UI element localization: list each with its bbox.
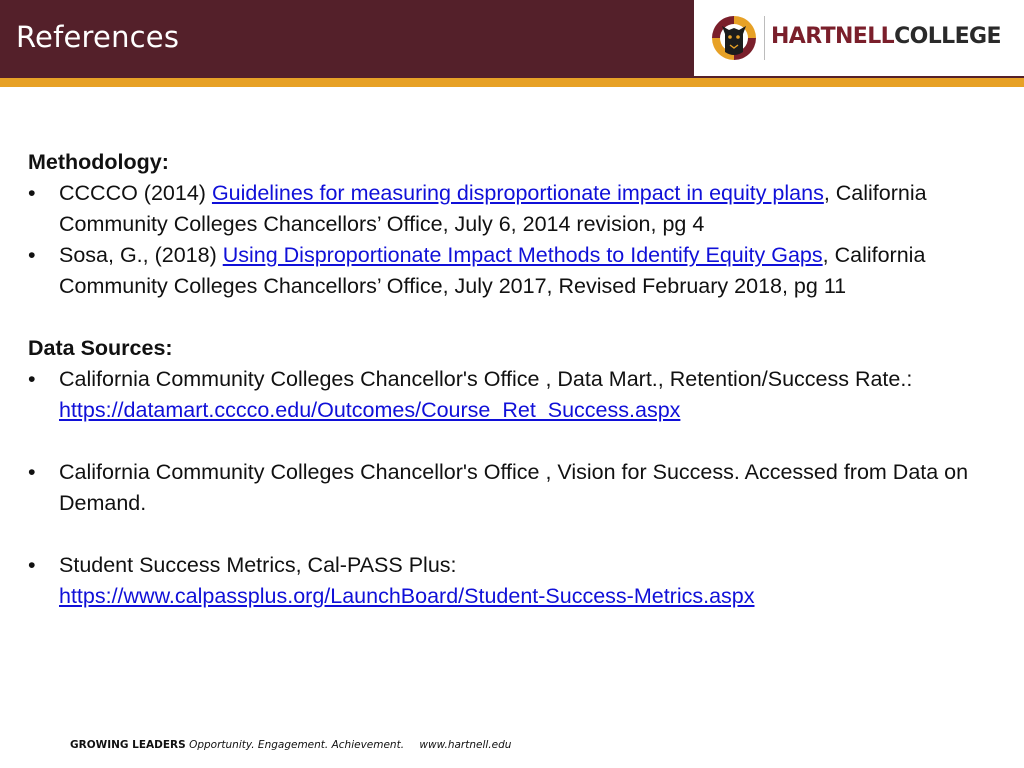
methodology-heading: Methodology:: [28, 150, 169, 174]
reference-link[interactable]: Using Disproportionate Impact Methods to Identify Equity Gaps: [222, 243, 823, 267]
footer-url[interactable]: www.hartnell.edu: [419, 739, 512, 751]
source-text: Student Success Metrics, Cal-PASS Plus:: [59, 553, 457, 577]
reference-suffix: , California Community Colleges Chancellors’ Office, July 2017, Revised February 2018, pg 11: [59, 243, 926, 298]
source-url-link[interactable]: https://datamart.cccco.edu/Outcomes/Course_Ret_Success.aspx: [59, 398, 681, 422]
footer-strong: GROWING LEADERS: [70, 739, 186, 751]
bullet-icon: •: [28, 181, 36, 205]
source-text: California Community Colleges Chancellor's Office , Data Mart., Retention/Success Rate.:: [59, 367, 913, 391]
list-item: [28, 240, 1003, 302]
footer: [70, 739, 511, 751]
logo-wordmark: [771, 24, 1001, 49]
page-title: References: [16, 20, 180, 54]
bullet-icon: •: [28, 367, 36, 391]
list-item: [28, 364, 1003, 426]
spacer: [28, 519, 1003, 550]
data-sources-heading: Data Sources:: [28, 336, 173, 360]
logo-divider: [764, 16, 765, 60]
bullet-icon: •: [28, 460, 36, 484]
source-url-link[interactable]: https://www.calpassplus.org/LaunchBoard/Student-Success-Metrics.aspx: [59, 584, 755, 608]
list-item: [28, 550, 1003, 612]
panther-emblem-icon: [708, 12, 760, 64]
logo-text-hartnell: HARTNELL: [771, 24, 895, 49]
bullet-icon: •: [28, 243, 36, 267]
spacer: [28, 302, 1003, 333]
college-logo: [694, 0, 1024, 76]
logo-text-college: COLLEGE: [894, 24, 1001, 49]
list-item: [28, 457, 1003, 519]
reference-suffix: , California Community Colleges Chancellors’ Office, July 6, 2014 revision, pg 4: [59, 181, 927, 236]
spacer: [28, 426, 1003, 457]
references-content: [28, 147, 1003, 612]
source-text: California Community Colleges Chancellor's Office , Vision for Success. Accessed from Data on Demand.: [59, 460, 969, 515]
reference-prefix: Sosa, G., (2018): [59, 243, 223, 267]
list-item: [28, 178, 1003, 240]
reference-link[interactable]: Guidelines for measuring disproportionate impact in equity plans: [211, 181, 824, 205]
reference-prefix: CCCCO (2014): [59, 181, 212, 205]
footer-tagline: Opportunity. Engagement. Achievement.: [189, 739, 405, 751]
bullet-icon: •: [28, 553, 36, 577]
accent-bar: [0, 78, 1024, 87]
